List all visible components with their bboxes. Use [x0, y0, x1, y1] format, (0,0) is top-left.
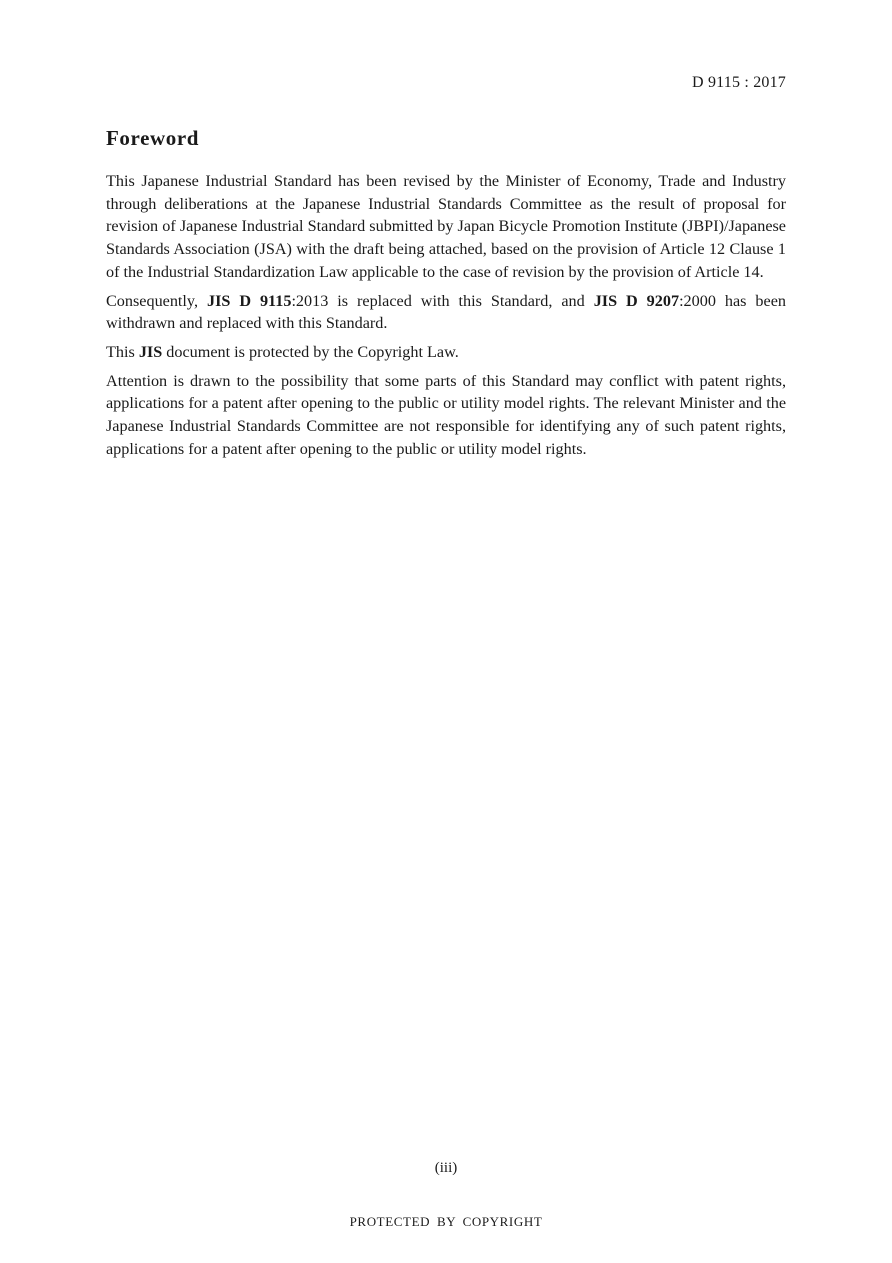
foreword-body	[106, 170, 786, 466]
copyright-notice: PROTECTED BY COPYRIGHT	[349, 1214, 543, 1229]
paragraph-patent-notice: Attention is drawn to the possibility that some parts of this Standard may conflict with patent rights, applications for a patent after opening to the public or utility model rights. The relevant Minister and the Japanese Industrial Standards Committee are not responsible for identifying any of such patent rights, applications for a patent after opening to the public or utility model rights.	[106, 371, 786, 458]
paragraph-copyright	[106, 341, 786, 364]
standard-ref-jis-d-9207: JIS D 9207	[593, 291, 680, 310]
paragraph-copyright-text-2: document is protected by the Copyright Law.	[162, 342, 459, 361]
foreword-heading: Foreword	[106, 126, 200, 150]
paragraph-copyright-text-1: This	[106, 342, 139, 361]
paragraph-revision: This Japanese Industrial Standard has been revised by the Minister of Economy, Trade and Industry through deliberations at the Japanese Industrial Standards Committee as the result of proposal for revision of Japanese Industrial Standard submitted by Japan Bicycle Promotion Institute (JBPI)/Japanese Standards Association (JSA) with the draft being attached, based on the provision of Article 12 Clause 1 of the Industrial Standardization Law applicable to the case of revision by the provision of Article 14.	[106, 172, 786, 281]
paragraph-replacement-text-3: :2000 has been withdrawn and replaced with this Standard.	[106, 291, 786, 333]
page-number: (iii)	[434, 1160, 458, 1176]
paragraph-replacement	[106, 290, 786, 335]
standard-ref-jis-d-9115: JIS D 9115	[206, 291, 292, 310]
document-id: D 9115 : 2017	[691, 74, 786, 91]
paragraph-replacement-text-2: :2013 is replaced with this Standard, and	[291, 291, 594, 310]
paragraph-replacement-text-1: Consequently,	[106, 291, 207, 310]
jis-label: JIS	[138, 342, 163, 361]
